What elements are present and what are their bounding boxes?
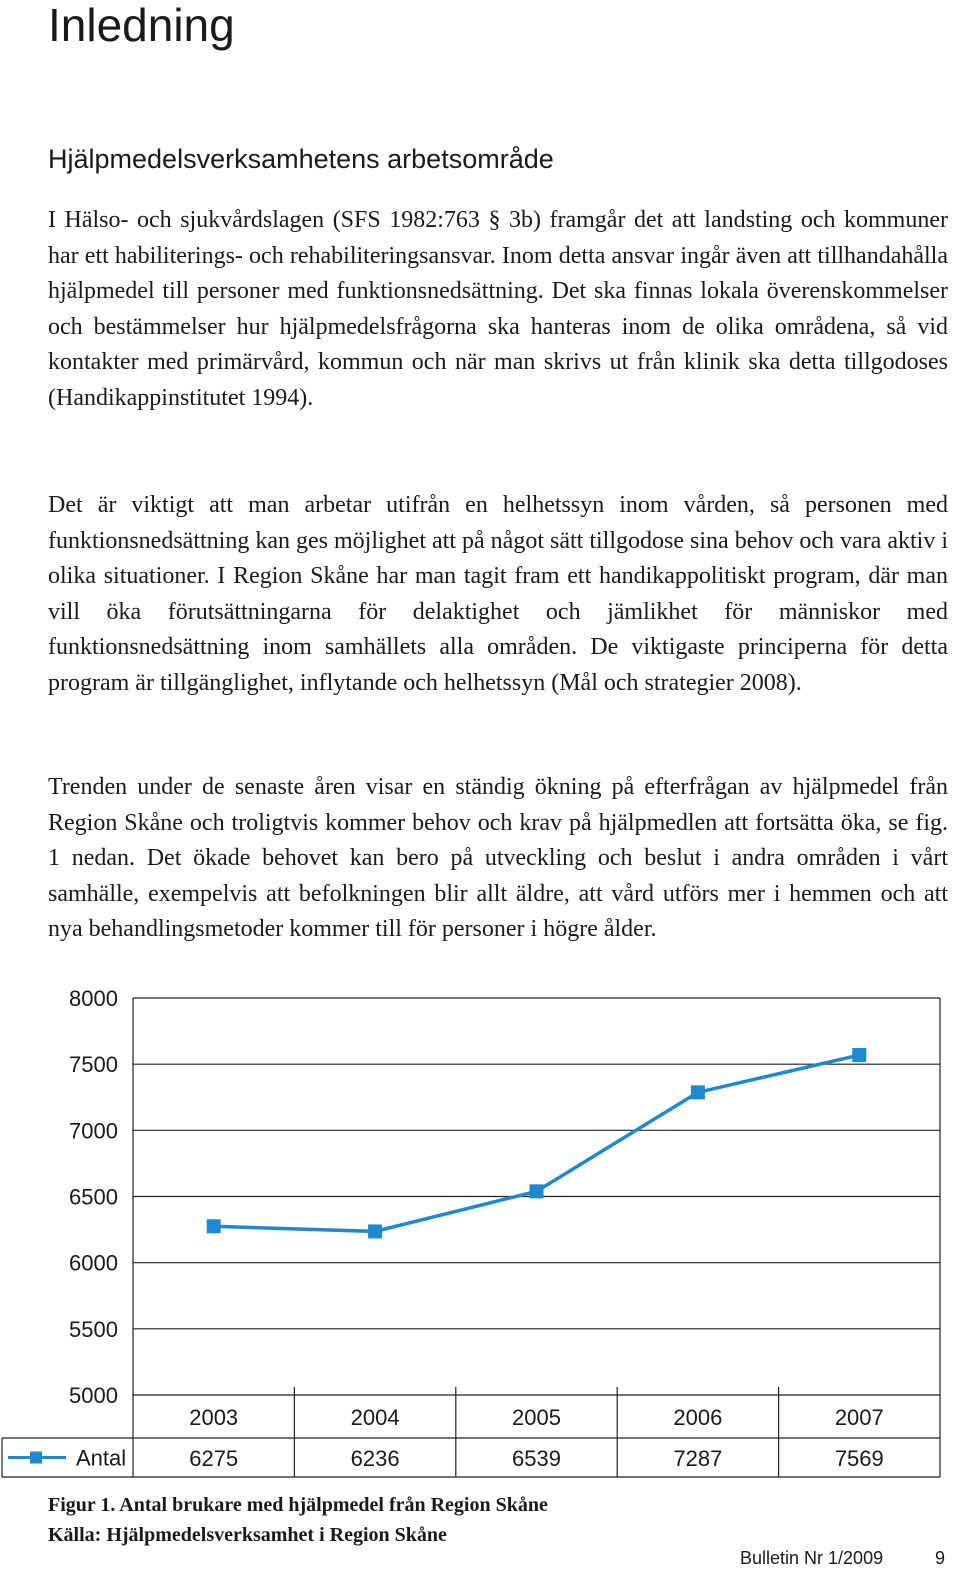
footer-bulletin: Bulletin Nr 1/2009 [740, 1548, 884, 1568]
paragraph-1: I Hälso- och sjukvårdslagen (SFS 1982:763 § 3b) framgår det att landsting och kommuner har ett habiliterings- och rehabiliteringsansvar. Inom detta ansvar ingår även att tillhandahålla hjälpmedel till personer med funktionsnedsättning. Det ska finnas lokala överenskommelser och bestämmelser hur hjälpmedelsfrågorna ska hanteras inom de olika områdena, så vid kontakter med primärvård, kommun och när man skrivs ut från klinik ska detta tillgodoses (Handikappinstitutet 1994). [48, 207, 948, 411]
y-tick-label: 8000 [69, 986, 118, 1011]
data-point [207, 1219, 221, 1233]
section-heading: Hjälpmedelsverksamhetens arbetsområde [48, 144, 554, 174]
x-tick-label: 2005 [512, 1405, 561, 1430]
figure-caption: Figur 1. Antal brukare med hjälpmedel från Region Skåne [48, 1494, 548, 1516]
x-tick-label: 2003 [189, 1405, 239, 1430]
legend-marker [30, 1452, 42, 1464]
x-tick-label: 2007 [834, 1405, 884, 1430]
x-tick-label: 2004 [350, 1405, 400, 1430]
data-value-label: 6539 [512, 1446, 561, 1471]
gridlines [133, 998, 940, 1329]
data-point [368, 1224, 382, 1238]
data-point [852, 1048, 866, 1062]
page-number: 9 [935, 1548, 946, 1568]
y-tick-label: 7500 [69, 1052, 118, 1078]
y-tick-label: 6500 [69, 1184, 118, 1210]
data-point [530, 1184, 544, 1198]
page-title: Inledning [48, 0, 235, 51]
x-tick-label: 2006 [673, 1405, 723, 1430]
y-tick-label: 7000 [69, 1118, 118, 1144]
data-value-label: 6275 [189, 1446, 239, 1471]
y-tick-label: 5000 [69, 1383, 118, 1408]
data-value-label: 6236 [350, 1446, 400, 1471]
data-value-label: 7569 [834, 1446, 884, 1471]
data-table [2, 1387, 940, 1477]
data-point [691, 1085, 705, 1099]
figure-source: Källa: Hjälpmedelsverksamhet i Region Skåne [48, 1524, 447, 1546]
series-antal [207, 1048, 867, 1238]
series-line [214, 1055, 860, 1231]
data-value-label: 7287 [673, 1446, 723, 1471]
paragraph-3: Trenden under de senaste åren visar en ständig ökning på efterfrågan av hjälpmedel från Region Skåne och troligtvis kommer behov och krav på hjälpmedlen att fortsätta öka, se fig. 1 nedan. Det ökade behovet kan bero på utveckling och beslut i andra områden i vårt samhälle, exempelvis att befolkningen blir allt äldre, att vård utförs mer i hemmen och att nya behandlingsmetoder kommer till för personer i högre ålder. [48, 774, 948, 942]
y-tick-label: 6000 [69, 1250, 118, 1276]
legend-label: Antal [76, 1445, 127, 1471]
paragraph-2: Det är viktigt att man arbetar utifrån en helhetssyn inom vården, så personen med funktionsnedsättning kan ges möjlighet att på något sätt tillgodose sina behov och vara aktiv i olika situationer. I Region Skåne har man tagit fram ett handikappolitiskt program, där man vill öka förutsättningarna för delaktighet och jämlikhet för människor med funktionsnedsättning inom samhällets alla områden. De viktigaste principerna för detta program är tillgänglighet, inflytande och helhetssyn (Mål och strategier 2008). [48, 492, 948, 696]
y-axis-ticks [69, 986, 118, 1408]
y-tick-label: 5500 [69, 1316, 118, 1342]
